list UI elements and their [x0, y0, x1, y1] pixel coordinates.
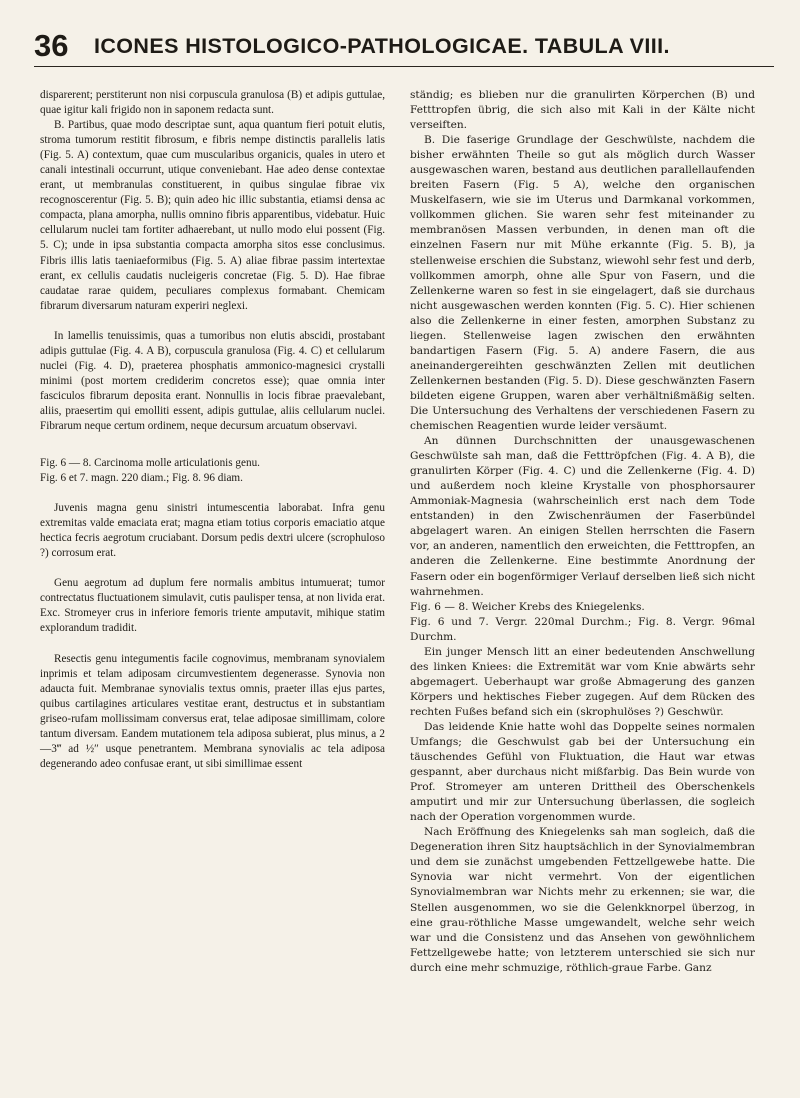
- german-paragraph-1: ständig; es blieben nur die granulirten Körperchen (B) und Fetttropfen übrig, die sich also mit Kali in der Kälte nicht verseiften.: [410, 89, 755, 132]
- german-paragraph-2: B. Die faserige Grundlage der Geschwülste, nachdem die bisher erwähnten Theile so gut als möglich durch Wasser ausgewaschen waren, bestand aus deutlichen parallellaufenden breiten Fasern (Fig. 5 A), welche den organischen Muskelfasern, wie sie im Uterus und Darmkanal vorkommen, vollkommen glichen. Sie waren sehr fest miteinander zu membranösen Massen verbunden, in denen man oft die einzelnen Fasern nur mit Mühe erkannte (Fig. 5. B), ja stellenweise erschien die Substanz, wiewohl sehr fest und derb, vollkommen amorph, ohne alle Spur von Fasern, und die Zellenkerne waren so fest in sie eingelagert, daß sie durchaus nicht ausgewaschen werden konnten (Fig. 5. C). Hier schienen also die Zellenkerne in einer festen, amorphen Substanz zu liegen. Stellenweise lagen zwischen den erwähnten bandartigen Fasern (Fig. 5. A) andere Fasern, die aus aneinandergereihten geschwänzten Zellen mit deutlichen Zellenkernen bestanden (Fig. 5. D). Diese geschwänzten Fasern bildeten eigene Gruppen, waren aber verhältnißmäßig selten. Die Untersuchung des Verhaltens der verschiedenen Fasern zu chemischen Reagentien wurde leider versäumt.: [410, 134, 755, 433]
- latin-figure-magnification: Fig. 6 et 7. magn. 220 diam.; Fig. 8. 96 diam.: [40, 472, 243, 485]
- latin-paragraph-2: B. Partibus, quae modo descriptae sunt, aqua quantum fieri potuit elutis, stroma tumorum restitit fibrosum, e fibris nempe distinctis parallelis latis (Fig. 5. A) contextum, quae cum muscularibus organicis, quales in utero et canali intestinali occurrunt, utique conveniebant. Hae adeo dense contextae erant, ut membranulas constituerent, in quibus singulae fibrae vix recognoscerentur (Fig. 5. B); quin adeo hic illic substantia, etiamsi densa ac compacta, plana amorpha, nullis omnino fibris apparentibus, videbatur. Huic cellularum nuclei tam fortiter adhaerebant, ut nullo modo elui possent (Fig. 5. C); unde in ipsa substantia compacta amorpha sitos esse conclusimus. Fibris illis latis taeniaeformibus (Fig. 5. A) aliae fibrae passim intertextae erant, ex cellulis caudatis nucleigeris concretae (Fig. 5. D). Hae fibrae caudatae rarae quidem, peculiares complexus formabant. Chemicam fibrarum diversarum naturam experiri neglexi.: [40, 119, 385, 312]
- latin-paragraph-1: disparerent; perstiterunt non nisi corpuscula granulosa (B) et adipis guttulae, quae igitur kali frigido non in saponem redacta sunt.: [40, 89, 385, 117]
- page-number: 36: [34, 28, 69, 63]
- german-figure-magnification: Fig. 6 und 7. Vergr. 220mal Durchm.; Fig. 8. Vergr. 96mal Durchm.: [410, 615, 755, 643]
- page-header: [34, 26, 774, 67]
- german-paragraph-5: Das leidende Knie hatte wohl das Doppelte seines normalen Umfangs; die Geschwulst gab bei der Untersuchung ein täuschendes Gefühl von Fluktuation, die Haut war etwas gespannt, aber durchaus nicht mißfarbig. Das Bein wurde von Prof. Stromeyer am unteren Drittheil des Oberschenkels amputirt und mir zur Untersuchung überlassen, die sogleich nach der Operation vorgenommen wurde.: [410, 720, 755, 824]
- german-paragraph-4: Ein junger Mensch litt an einer bedeutenden Anschwellung des linken Kniees: die Extremität war vom Knie abwärts sehr abgemagert. Ueberhaupt war große Abmagerung des ganzen Körpers und hektisches Fieber zugegen. Auf dem Rücken des rechten Fußes befand sich ein (skrophulöses ?) Geschwür.: [410, 645, 755, 718]
- latin-figure-heading: Fig. 6 — 8. Carcinoma molle articulationis genu.: [40, 457, 260, 470]
- german-paragraph-3: An dünnen Durchschnitten der unausgewaschenen Geschwülste sah man, daß die Fetttröpfchen (Fig. 4. A B), die granulirten Körper (Fig. 4. C) und die Zellenkerne (Fig. 4. D) und außerdem noch kleine Krystalle von phosphorsaurer Ammoniak-Magnesia (wahrscheinlich erst nach dem Tode entstanden) in den Zwischenräumen der Faserbündel abgelagert waren. An einigen Stellen herrschten die Fasern vor, an anderen, namentlich den erweichten, die Fetttropfen, an anderen die Zellenkerne. Eine bestimmte Anordnung der Fasern oder ein bogenförmiger Verlauf derselben ließ sich nicht wahrnehmen.: [410, 435, 755, 598]
- running-title: ICONES HISTOLOGICO-PATHOLOGICAE. TABULA VIII.: [94, 34, 670, 58]
- latin-paragraph-6: Resectis genu integumentis facile cognovimus, membranam synovialem inprimis et telam adiposam circumvestientem degenerasse. Synovia non adaucta fuit. Membranae synovialis textus omnis, praeter illas ejus partes, quibus cartilagines articulares vestitae erant, destructus et in substantiam griseo-rufam mollissimam conversus erat, telae adiposae simillimam, colore tantum diversam. Eandem mutationem tela adiposa subierat, plus minus, a 2—3‴ ad ½″ usque penetrantem. Membrana synovialis ac tela adiposa degenerando adeo confusae erant, ut sibi simillimae essent: [40, 652, 385, 770]
- latin-paragraph-3: In lamellis tenuissimis, quas a tumoribus non elutis abscidi, prostabant adipis guttulae (Fig. 4. A B), corpuscula granulosa (Fig. 4. C) et cellularum nuclei (Fig. 4. D), praeterea phosphatis ammonico-magnesici crystalli minimi (post mortem crediderim concretos esse); quae omnia inter fasciculos fibrarum deposita erant. Nonnullis in locis fibrae praevalebant, aliis, praesertim qui emolliti essent, adipis guttulae, aliis cellularum nuclei. Fibrarum neque certum ordinem, neque decursum arcuatum observavi.: [40, 329, 385, 432]
- latin-paragraph-4: Juvenis magna genu sinistri intumescentia laborabat. Infra genu extremitas valde emaciata erat; magna etiam totius corporis emaciatio atque hectica fecris aegrotum cruciabant. Dorsum pedis dextri ulcere (scrophuloso ?) corrosum erat.: [40, 502, 385, 560]
- german-paragraph-6: Nach Eröffnung des Kniegelenks sah man sogleich, daß die Degeneration ihren Sitz hauptsächlich in der Synovialmembran und dem sie zunächst umgebenden Fettzellgewebe hatte. Die Synovia war nicht vermehrt. Von der eigentlichen Synovialmembran war Nichts mehr zu erkennen; sie war, die Stellen ausgenommen, wo sie die Gelenkknorpel überzog, in eine grau-röthliche Masse umgewandelt, welche sehr weich war und die Consistenz und das Ansehen von gewöhnlichem Fettzellgewebe hatte; von letzterem unterschied sie sich nur durch eine mehr schmuzige, röthlich-graue Farbe. Ganz: [410, 826, 755, 974]
- german-figure-heading: Fig. 6 — 8. Weicher Krebs des Kniegelenks.: [410, 600, 645, 613]
- latin-paragraph-5: Genu aegrotum ad duplum fere normalis ambitus intumuerat; tumor contrectatus fluctuationem simulavit, cutis paulisper tensa, at non livida erat. Exc. Stromeyer crus in inferiore femoris triente amputavit, mihique statim explorandum tradidit.: [40, 577, 385, 635]
- german-column: [410, 88, 755, 976]
- latin-column: [40, 88, 385, 772]
